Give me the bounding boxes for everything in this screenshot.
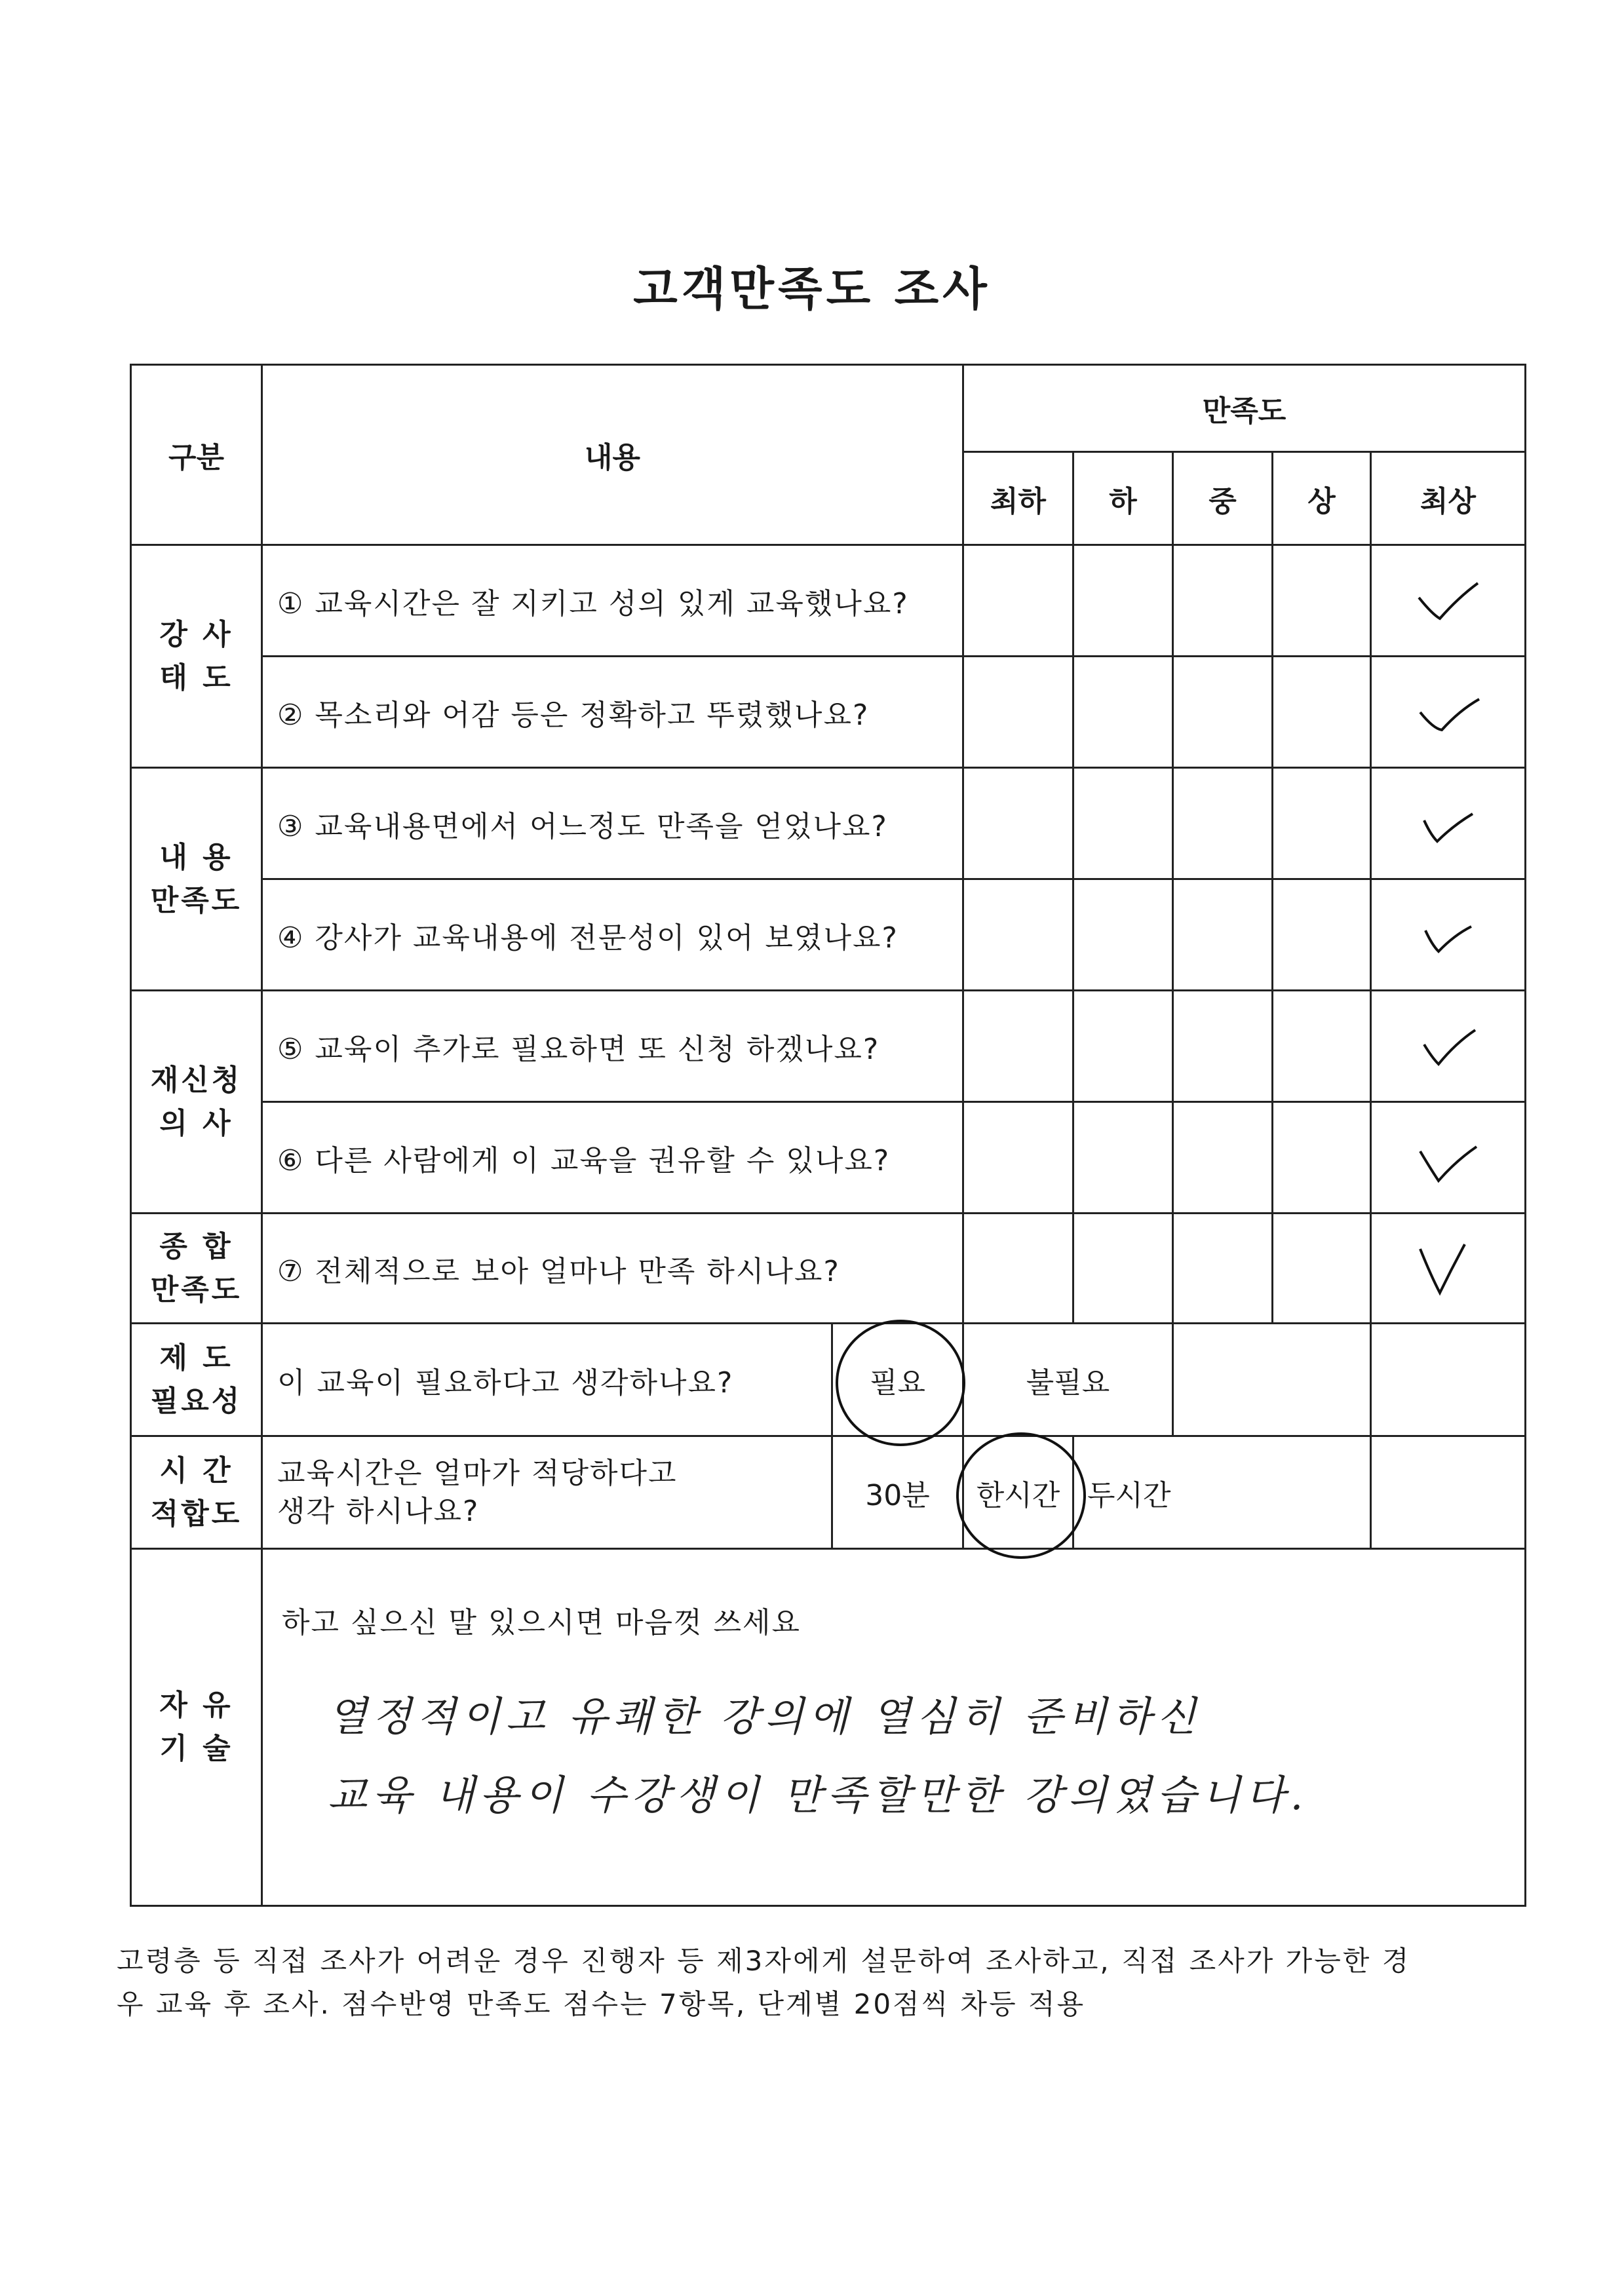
level-highest: 최상 (1371, 452, 1526, 545)
answer-cell[interactable] (1273, 545, 1371, 657)
level-lowest: 최하 (963, 452, 1073, 545)
checkmark-icon[interactable] (1371, 768, 1526, 879)
option-needed[interactable]: 필요 (832, 1324, 963, 1436)
answer-cell[interactable] (963, 768, 1073, 879)
answer-cell[interactable] (963, 545, 1073, 657)
answer-cell[interactable] (1073, 545, 1173, 657)
empty-cell (1371, 1436, 1526, 1549)
answer-cell[interactable] (1273, 657, 1371, 768)
question-4: ④ 강사가 교육내용에 전문성이 있어 보였나요? (262, 879, 963, 991)
header-category: 구분 (131, 365, 262, 545)
answer-cell[interactable] (1073, 879, 1173, 991)
handwritten-comment-line-1: 열정적이고 유쾌한 강의에 열심히 준비하신 (328, 1693, 1201, 1740)
answer-cell[interactable] (1173, 1102, 1273, 1214)
category-content-satisfaction: 내 용 만족도 (131, 768, 262, 991)
question-6: ⑥ 다른 사람에게 이 교육을 권유할 수 있나요? (262, 1102, 963, 1214)
question-1: ① 교육시간은 잘 지키고 성의 있게 교육했나요? (262, 545, 963, 657)
header-satisfaction: 만족도 (963, 365, 1526, 452)
checkmark-icon[interactable] (1371, 879, 1526, 991)
category-time-fit: 시 간 적합도 (131, 1436, 262, 1549)
answer-cell[interactable] (1173, 657, 1273, 768)
answer-cell[interactable] (1273, 991, 1371, 1102)
answer-cell[interactable] (963, 879, 1073, 991)
category-overall-satisfaction: 종 합 만족도 (131, 1214, 262, 1324)
answer-cell[interactable] (963, 657, 1073, 768)
time-question: 교육시간은 얼마가 적당하다고 생각 하시나요? (262, 1436, 832, 1549)
question-2: ② 목소리와 어감 등은 정확하고 뚜렸했나요? (262, 657, 963, 768)
answer-cell[interactable] (1273, 768, 1371, 879)
answer-cell[interactable] (1073, 1214, 1173, 1324)
checkmark-icon[interactable] (1371, 991, 1526, 1102)
answer-cell[interactable] (1173, 991, 1273, 1102)
empty-cell (1371, 1324, 1526, 1436)
answer-cell[interactable] (1173, 545, 1273, 657)
category-reapply-intent: 재신청 의 사 (131, 991, 262, 1214)
option-two-hours[interactable]: 두시간 (1073, 1436, 1371, 1549)
footnote: 고령층 등 직접 조사가 어려운 경우 진행자 등 제3자에게 설문하여 조사하고, 직접 조사가 가능한 경 우 교육 후 조사. 점수반영 만족도 점수는 7항목, 단계별 20점씩 차등 적용 (117, 1945, 1411, 2020)
answer-cell[interactable] (963, 1214, 1073, 1324)
answer-cell[interactable] (1273, 1102, 1371, 1214)
option-one-hour[interactable]: 한시간 (963, 1436, 1073, 1549)
level-low: 하 (1073, 452, 1173, 545)
answer-cell[interactable] (1173, 1214, 1273, 1324)
answer-cell[interactable] (1273, 879, 1371, 991)
checkmark-icon[interactable] (1371, 657, 1526, 768)
answer-cell[interactable] (1073, 991, 1173, 1102)
option-30-min[interactable]: 30분 (832, 1436, 963, 1549)
checkmark-icon[interactable] (1371, 1102, 1526, 1214)
header-content: 내용 (262, 365, 963, 545)
survey-table (130, 364, 1526, 1907)
answer-cell[interactable] (963, 1102, 1073, 1214)
checkmark-icon[interactable] (1371, 545, 1526, 657)
level-mid: 중 (1173, 452, 1273, 545)
checkmark-icon[interactable] (1371, 1214, 1526, 1324)
empty-cell (1173, 1324, 1371, 1436)
option-not-needed[interactable]: 불필요 (963, 1324, 1173, 1436)
free-comment-prompt: 하고 싶으신 말 있으시면 마음껏 쓰세요 (282, 1606, 801, 1639)
question-7: ⑦ 전체적으로 보아 얼마나 만족 하시나요? (262, 1214, 963, 1324)
question-3: ③ 교육내용면에서 어느정도 만족을 얻었나요? (262, 768, 963, 879)
category-instructor-attitude: 강 사 태 도 (131, 545, 262, 768)
level-high: 상 (1273, 452, 1371, 545)
question-5: ⑤ 교육이 추가로 필요하면 또 신청 하겠나요? (262, 991, 963, 1102)
necessity-question: 이 교육이 필요하다고 생각하나요? (262, 1324, 832, 1436)
answer-cell[interactable] (1273, 1214, 1371, 1324)
answer-cell[interactable] (1073, 768, 1173, 879)
category-free-comment: 자 유 기 술 (131, 1549, 262, 1906)
handwritten-comment-line-2: 교육 내용이 수강생이 만족할만한 강의였습니다. (328, 1771, 1309, 1819)
answer-cell[interactable] (1173, 879, 1273, 991)
page-title: 고객만족도 조사 (633, 262, 991, 316)
answer-cell[interactable] (1073, 1102, 1173, 1214)
answer-cell[interactable] (1073, 657, 1173, 768)
category-necessity: 제 도 필요성 (131, 1324, 262, 1436)
answer-cell[interactable] (1173, 768, 1273, 879)
answer-cell[interactable] (963, 991, 1073, 1102)
